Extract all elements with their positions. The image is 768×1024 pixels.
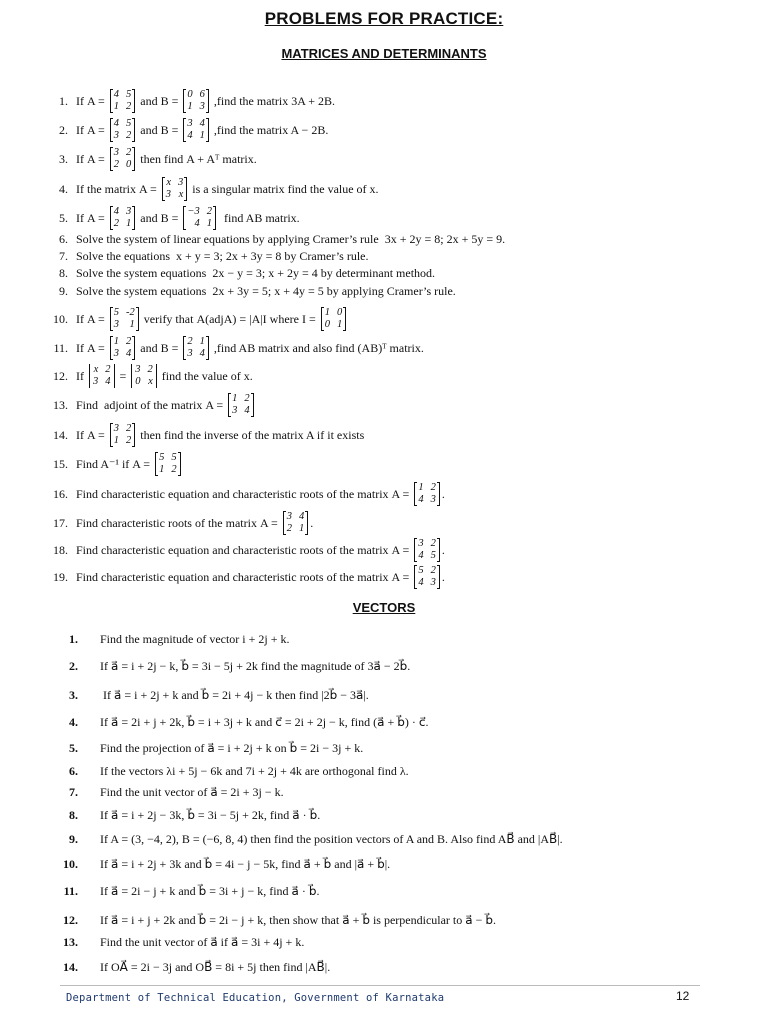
problem-number: 4. [69, 715, 78, 729]
problem-text: A = [391, 543, 413, 557]
matrix-entry: 3 [286, 511, 292, 522]
vector-problem [0, 764, 768, 778]
vector-problem [0, 857, 768, 871]
matrix [110, 89, 136, 113]
matrix [110, 307, 139, 331]
problem-text: Find characteristic roots of the matrix [76, 516, 260, 530]
problem-number: 3. [59, 152, 68, 166]
matrix-entry: 3 [113, 130, 120, 141]
matrix-entry: 1 [113, 101, 120, 112]
matrix [283, 511, 309, 535]
problem-text: A = [391, 570, 413, 584]
matrix-problem [48, 206, 300, 230]
problem-number: 1. [69, 632, 78, 646]
problem-text: = [116, 369, 130, 383]
matrix-entry: 1 [336, 319, 343, 330]
matrix-problem [48, 89, 335, 113]
problem-text: Find A⁻¹ if [76, 457, 133, 471]
matrix-entry: 4 [113, 118, 120, 129]
matrix-entry: 1 [113, 336, 120, 347]
vector-problem [0, 741, 768, 755]
matrix-entry: 2 [430, 565, 436, 576]
problem-number: 3. [69, 688, 78, 702]
matrix-entry: 6 [199, 89, 205, 100]
matrix-entry: 4 [105, 376, 111, 387]
matrix-entry: 1 [113, 435, 120, 446]
problem-text: If [76, 152, 87, 166]
matrix-entry: 4 [199, 348, 205, 359]
matrix-entry: 4 [244, 405, 250, 416]
matrix-entry: 4 [113, 89, 120, 100]
problem-text: . [310, 516, 314, 530]
matrix-entry: 3 [113, 319, 120, 330]
problem-number: 16. [53, 487, 68, 501]
problem-text: and [137, 123, 161, 137]
vector-problem [0, 808, 768, 822]
matrix-entry: 4 [298, 511, 305, 522]
vector-problem [0, 715, 768, 729]
problem-number: 14. [63, 960, 78, 974]
problem-text: and [137, 94, 161, 108]
matrix [110, 206, 136, 230]
matrix-problem [48, 538, 445, 562]
matrix-entry: 5 [418, 565, 424, 576]
problem-text: Find characteristic equation and characteristic roots of the matrix [76, 487, 392, 501]
matrix-entry: 2 [126, 147, 132, 158]
problem-text: and [137, 211, 161, 225]
matrix-entry: 3 [135, 364, 141, 375]
problem-text: and [137, 341, 161, 355]
problem-text: If [76, 428, 87, 442]
matrix-problem [48, 336, 424, 360]
problem-number: 6. [59, 232, 68, 246]
matrix-entry: 3 [113, 423, 120, 434]
problem-text: If a⃗ = i + 2j + k and b⃗ = 2i + 4j − k then find |2b⃗ − 3a⃗|. [100, 688, 369, 702]
problem-number: 14. [53, 428, 68, 442]
matrix-entry: 2 [126, 423, 132, 434]
problem-number: 10. [63, 857, 78, 871]
matrix-entry: 1 [418, 482, 424, 493]
matrix-problem [48, 393, 256, 417]
matrix-entry: 5 [159, 452, 165, 463]
matrix-entry: 3 [165, 189, 172, 200]
matrix-entry: 5 [171, 452, 177, 463]
problem-text: then find [137, 152, 187, 166]
problem-text: verify that [140, 312, 197, 326]
vector-problem [0, 884, 768, 898]
problem-text: . [441, 570, 445, 584]
matrix-entry: 2 [113, 218, 120, 229]
problem-text: is a singular matrix find the value of x. [189, 182, 379, 196]
matrix-entry: 1 [199, 336, 205, 347]
matrix [110, 423, 136, 447]
problem-text: find AB matrix. [217, 211, 300, 225]
matrix-entry: 1 [324, 307, 330, 318]
matrix-entry: 2 [126, 435, 132, 446]
problem-text: B = [160, 94, 182, 108]
determinant [89, 364, 115, 388]
matrix [183, 206, 216, 230]
problem-text: Solve the system equations 2x − y = 3; x + 2y = 4 by determinant method. [76, 266, 436, 280]
vector-problem [0, 913, 768, 927]
problem-number: 5. [69, 741, 78, 755]
problem-text: If a⃗ = i + 2j − k, b⃗ = 3i − 5j + 2k find the magnitude of 3a⃗ − 2b⃗. [100, 659, 411, 673]
problem-text: A = [205, 398, 227, 412]
problem-number: 8. [69, 808, 78, 822]
matrix-entry: 4 [418, 577, 424, 588]
matrix [155, 452, 181, 476]
matrix-problem [48, 266, 435, 280]
matrix-entry: 4 [418, 494, 424, 505]
problem-text: B = [160, 341, 182, 355]
matrix [414, 482, 440, 506]
matrix-entry: 3 [232, 405, 238, 416]
matrix-entry: 2 [187, 336, 193, 347]
problem-number: 5. [59, 211, 68, 225]
matrix-entry: 0 [324, 319, 330, 330]
matrix-entry: 2 [105, 364, 111, 375]
vector-problem [0, 935, 768, 949]
matrix-entry: 3 [178, 177, 184, 188]
matrix-problem [48, 284, 456, 298]
matrix-problem [48, 232, 505, 246]
problem-text: If the matrix [76, 182, 139, 196]
problem-text: find the value of x. [158, 369, 253, 383]
problem-text: A = [87, 428, 108, 442]
matrix-entry: 2 [286, 523, 292, 534]
problem-text: ,find the matrix A − 2B. [210, 123, 329, 137]
problem-number: 11. [53, 341, 68, 355]
matrix-entry: 0 [126, 159, 132, 170]
problem-text: If the vectors λi + 5j − 6k and 7i + 2j + 4k are orthogonal find λ. [100, 764, 409, 778]
matrix-entry: 2 [126, 336, 132, 347]
problem-text: If [76, 123, 87, 137]
problem-number: 7. [59, 249, 68, 263]
matrix-problem [48, 147, 257, 171]
problem-number: 15. [53, 457, 68, 471]
matrix-entry: 3 [430, 577, 436, 588]
problem-text: Find the unit vector of a⃗ = 2i + 3j − k. [100, 785, 284, 799]
vectors-heading: VECTORS [352, 600, 416, 615]
problem-text: If [76, 211, 87, 225]
problem-text: Find the unit vector of a⃗ if a⃗ = 3i + 4j + k. [100, 935, 305, 949]
matrix-entry: 3 [93, 376, 99, 387]
matrix-entry: 1 [159, 464, 165, 475]
matrix-entry: 2 [126, 101, 132, 112]
problem-text: A = [391, 487, 413, 501]
matrix [228, 393, 254, 417]
problem-text: If A = (3, −4, 2), B = (−6, 8, 4) then find the position vectors of A and B. Also find AB⃗ and |AB⃗|. [100, 832, 563, 846]
problem-number: 9. [69, 832, 78, 846]
problem-text: A = [87, 94, 108, 108]
vector-problem [0, 832, 768, 846]
matrix [110, 147, 136, 171]
problem-text: Find characteristic equation and characteristic roots of the matrix [76, 570, 392, 584]
problem-number: 2. [59, 123, 68, 137]
problem-number: 4. [59, 182, 68, 196]
matrix-entry: 1 [129, 319, 135, 330]
matrix [183, 89, 209, 113]
matrix-problem [48, 307, 348, 331]
matrix-entry: 4 [187, 130, 193, 141]
matrix-entry: 3 [418, 538, 424, 549]
problem-text: If a⃗ = i + j + 2k and b⃗ = 2i − j + k, then show that a⃗ + b⃗ is perpendicular to a⃗ − b⃗. [100, 913, 496, 927]
matrix-entry: 3 [430, 494, 436, 505]
problem-number: 6. [69, 764, 78, 778]
matrix-entry: 4 [199, 118, 205, 129]
matrix-entry: 2 [206, 206, 212, 217]
problem-text: A = [87, 123, 108, 137]
matrix-entry: 0 [336, 307, 343, 318]
matrix-problem [48, 511, 313, 535]
problem-number: 1. [59, 94, 68, 108]
problem-text: If [76, 94, 87, 108]
problem-text: If a⃗ = i + 2j + 3k and b⃗ = 4i − j − 5k, find a⃗ + b⃗ and |a⃗ + b⃗|. [100, 857, 391, 871]
problem-number: 11. [63, 884, 78, 898]
problem-number: 7. [69, 785, 78, 799]
matrix-entry: 5 [430, 550, 436, 561]
problem-text: Find the magnitude of vector i + 2j + k. [100, 632, 290, 646]
matrix-entry: 2 [430, 482, 436, 493]
matrix-entry: −3 [187, 206, 200, 217]
matrix-entry: 3 [126, 206, 132, 217]
matrix-entry: 4 [126, 348, 132, 359]
matrix-entry: 2 [430, 538, 436, 549]
matrix [110, 336, 136, 360]
problem-number: 19. [53, 570, 68, 584]
problem-text: Solve the system equations 2x + 3y = 5; x + 4y = 5 by applying Cramer’s rule. [76, 284, 456, 298]
problem-text: then find the inverse of the matrix A if it exists [137, 428, 365, 442]
problem-text: A = [87, 341, 108, 355]
matrix-entry: x [178, 189, 184, 200]
problem-text: If [76, 341, 87, 355]
matrix-entry: 5 [126, 118, 132, 129]
matrix [321, 307, 347, 331]
problem-text: . [441, 487, 445, 501]
problem-text: ,find AB matrix and also find (AB)ᵀ matrix. [210, 341, 424, 355]
problem-text: A + Aᵀ matrix. [186, 152, 257, 166]
matrix-entry: x [166, 177, 172, 188]
matrix-problem [48, 177, 379, 201]
matrix-problem [48, 364, 253, 388]
matrix-entry: 1 [298, 523, 305, 534]
matrices-heading: MATRICES AND DETERMINANTS [281, 46, 487, 61]
problem-text: If a⃗ = 2i + j + 2k, b⃗ = i + 3j + k and c⃗ = 2i + 2j − k, find (a⃗ + b⃗) · c⃗. [100, 715, 429, 729]
matrix-entry: 4 [194, 218, 200, 229]
matrix-entry: 4 [418, 550, 424, 561]
matrix-entry: 2 [244, 393, 250, 404]
problem-text: A = [87, 211, 108, 225]
matrix-entry: 1 [232, 393, 238, 404]
problem-text: If [76, 312, 87, 326]
problem-text: If a⃗ = 2i − j + k and b⃗ = 3i + j − k, find a⃗ · b⃗. [100, 884, 320, 898]
matrix-entry: 1 [126, 218, 132, 229]
matrix-entry: 2 [147, 364, 153, 375]
matrix-entry: 2 [126, 130, 132, 141]
matrix [162, 177, 188, 201]
problem-text: B = [160, 211, 182, 225]
problem-text: A = [87, 312, 108, 326]
problem-text: . [441, 543, 445, 557]
page-title: PROBLEMS FOR PRACTICE: [264, 9, 504, 28]
problem-number: 18. [53, 543, 68, 557]
vector-problem [0, 960, 768, 974]
matrix-entry: 3 [187, 118, 193, 129]
matrix-entry: 1 [199, 130, 205, 141]
matrix-entry: 1 [187, 101, 193, 112]
problem-text: Find the projection of a⃗ = i + 2j + k on b⃗ = 2i − 3j + k. [100, 741, 364, 755]
problem-number: 8. [59, 266, 68, 280]
matrix-entry: 4 [113, 206, 120, 217]
matrix-entry: 3 [113, 348, 120, 359]
problem-text: A = [138, 182, 160, 196]
matrix-entry: 3 [199, 101, 205, 112]
vector-problem [0, 785, 768, 799]
vector-problem [0, 632, 768, 646]
matrix-entry: x [93, 364, 99, 375]
matrix-entry: 1 [206, 218, 212, 229]
matrix-entry: 5 [126, 89, 132, 100]
matrix [414, 538, 440, 562]
matrix [414, 565, 440, 589]
problem-text: Solve the equations x + y = 3; 2x + 3y = 8 by Cramer’s rule. [76, 249, 369, 263]
problem-number: 12. [63, 913, 78, 927]
problem-text: Find characteristic equation and characteristic roots of the matrix [76, 543, 392, 557]
matrix-entry: -2 [126, 307, 135, 318]
matrix-entry: 2 [113, 159, 120, 170]
problem-text: If [76, 369, 87, 383]
problem-number: 10. [53, 312, 68, 326]
problem-number: 2. [69, 659, 78, 673]
matrix-problem [48, 452, 183, 476]
matrix-entry: 3 [113, 147, 120, 158]
matrix-entry: 0 [187, 89, 193, 100]
matrix-entry: 0 [135, 376, 141, 387]
problem-text: A = [259, 516, 281, 530]
matrix [183, 118, 209, 142]
matrix-entry: 3 [187, 348, 193, 359]
problem-number: 13. [53, 398, 68, 412]
footer-department: Department of Technical Education, Government of Karnataka [66, 992, 445, 1004]
problem-number: 17. [53, 516, 68, 530]
matrix [183, 336, 209, 360]
footer-divider [60, 985, 700, 986]
vector-problem [0, 659, 768, 673]
matrix-entry: 5 [113, 307, 120, 318]
matrix-problem [48, 423, 364, 447]
vector-problem [0, 688, 768, 702]
determinant [131, 364, 157, 388]
problem-text: ,find the matrix 3A + 2B. [210, 94, 335, 108]
problem-number: 12. [53, 369, 68, 383]
problem-text: Find adjoint of the matrix [76, 398, 206, 412]
matrix [110, 118, 136, 142]
problem-number: 13. [63, 935, 78, 949]
page-number: 12 [676, 989, 690, 1003]
problem-text: A = [132, 457, 154, 471]
matrix-problem [48, 565, 445, 589]
matrix-problem [48, 482, 445, 506]
problem-number: 9. [59, 284, 68, 298]
matrix-entry: x [148, 376, 153, 387]
problem-text: A(adjA) = |A|I where I = [196, 312, 319, 326]
problem-text: Solve the system of linear equations by applying Cramer’s rule 3x + 2y = 8; 2x + 5y = 9. [76, 232, 506, 246]
matrix-problem [48, 249, 368, 263]
matrix-problem [48, 118, 328, 142]
problem-text: B = [160, 123, 182, 137]
matrix-entry: 2 [171, 464, 177, 475]
problem-text: If a⃗ = i + 2j − 3k, b⃗ = 3i − 5j + 2k, find a⃗ · b⃗. [100, 808, 321, 822]
problem-text: If OA⃗ = 2i − 3j and OB⃗ = 8i + 5j then find |AB⃗|. [100, 960, 331, 974]
problem-text: A = [87, 152, 108, 166]
